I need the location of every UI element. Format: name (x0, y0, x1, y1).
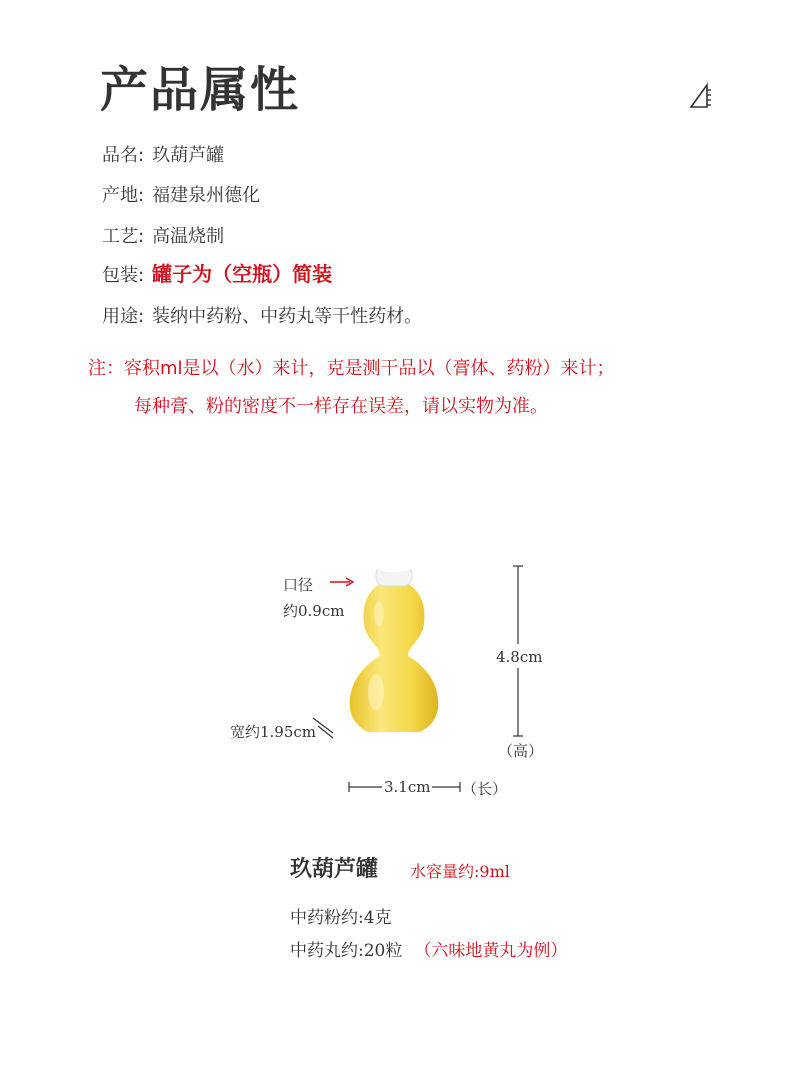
attr-label: 产地: (102, 185, 145, 206)
attr-value: 装纳中药粉、中药丸等干性药材。 (152, 306, 423, 327)
height-label: （高） (498, 742, 544, 760)
height-value: 4.8cm (496, 648, 543, 666)
note-line-2: 每种膏、粉的密度不一样存在误差，请以实物为准。 (134, 396, 548, 417)
attr-label: 包装: (102, 265, 145, 286)
attr-value: 罐子为（空瓶）简装 (152, 262, 333, 286)
width-value: 宽约1.95cm (230, 723, 317, 741)
page-title: 产品属性 (100, 62, 301, 118)
pill-capacity (290, 936, 567, 961)
pill-example: （六味地黄丸为例） (414, 941, 568, 961)
note-line-1: 注：容积ml是以（水）来计，克是测干品以（膏体、药粉）来计； (88, 358, 615, 379)
product-capacity: 水容量约:9ml (410, 862, 510, 881)
powder-capacity: 中药粉约:4克 (290, 908, 392, 928)
product-name: 玖葫芦罐 (290, 856, 379, 882)
pill-count: 中药丸约:20粒 (290, 941, 403, 961)
attr-label: 工艺: (102, 226, 145, 247)
attr-label: 品名: (102, 145, 145, 166)
length-label: （长） (462, 780, 508, 798)
mouth-label: 口径 (283, 576, 314, 594)
attr-label: 用途: (102, 306, 145, 327)
attr-value: 玖葫芦罐 (152, 145, 225, 166)
attr-value: 高温烧制 (152, 226, 225, 247)
mouth-value: 约0.9cm (283, 602, 345, 620)
length-value: 3.1cm (384, 778, 431, 796)
mouth-arrow-icon (330, 578, 353, 586)
attr-value: 福建泉州德化 (152, 185, 261, 206)
